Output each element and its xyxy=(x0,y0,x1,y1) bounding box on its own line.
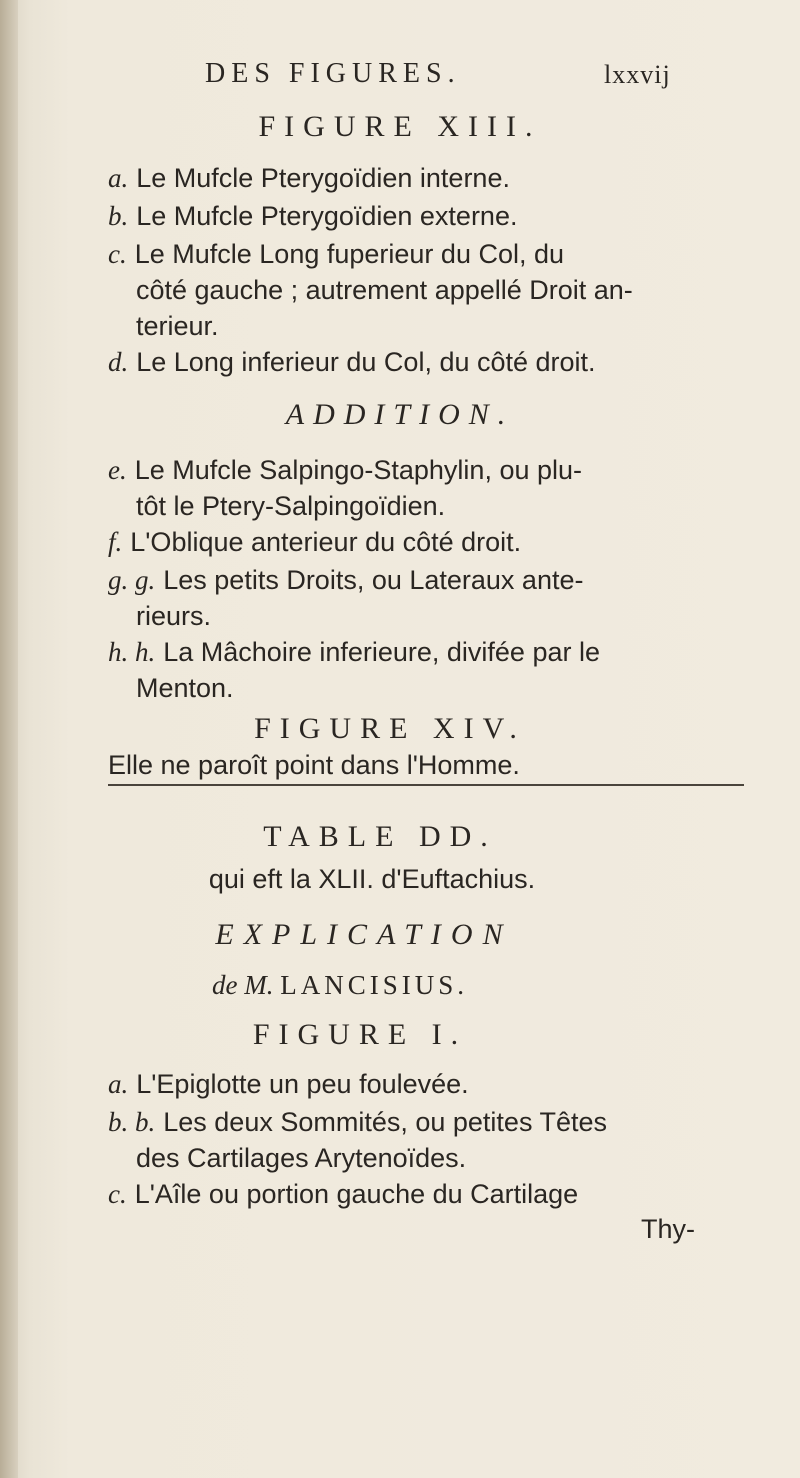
figure-1-heading: FIGURE I. xyxy=(252,1018,468,1051)
figure-13-heading: FIGURE XIII. xyxy=(258,110,542,143)
entry-label: b. xyxy=(108,201,129,231)
figure-14-text: Elle ne paroît point dans l'Homme. xyxy=(108,750,520,780)
figure-1-entry-b xyxy=(108,1104,738,1176)
entry-text: L'Epiglotte un peu foulevée. xyxy=(136,1069,469,1099)
addition-heading: ADDITION. xyxy=(285,398,515,431)
figure-1-entry-c xyxy=(108,1176,738,1212)
entry-text: La Mâchoire inferieure, divifée par le xyxy=(163,637,600,667)
entry-label: d. xyxy=(108,347,129,377)
entry-label: b. b. xyxy=(108,1107,156,1137)
entry-continuation: des Cartilages Arytenoïdes. xyxy=(136,1143,467,1173)
entry-continuation: rieurs. xyxy=(136,601,212,631)
entry-label: c. xyxy=(108,239,127,269)
entry-label: f. xyxy=(108,527,123,557)
figure-1-entry-a xyxy=(108,1066,738,1102)
author-name: LANCISIUS. xyxy=(280,970,468,1000)
entry-continuation: côté gauche ; autrement appellé Droit an- xyxy=(136,275,633,305)
section-divider xyxy=(108,784,744,786)
entry-continuation: terieur. xyxy=(136,311,219,341)
entry-text: Le Long inferieur du Col, du côté droit. xyxy=(136,347,596,377)
entry-text: Le Mufcle Pterygoïdien externe. xyxy=(136,201,518,231)
entry-label: e. xyxy=(108,455,127,485)
entry-label: h. h. xyxy=(108,637,156,667)
entry-label: g. g. xyxy=(108,565,156,595)
figure-13-entry-b xyxy=(108,198,738,234)
page-number: lxxvij xyxy=(604,60,671,89)
entry-text: L'Oblique anterieur du côté droit. xyxy=(130,527,522,557)
entry-text: Le Mufcle Long fuperieur du Col, du xyxy=(134,239,565,269)
running-head xyxy=(0,58,800,98)
entry-label: c. xyxy=(108,1179,127,1209)
addition-entry-f xyxy=(108,524,738,560)
author-line xyxy=(0,970,740,1001)
entry-label: a. xyxy=(108,163,129,193)
entry-continuation: Menton. xyxy=(136,673,234,703)
catchword: Thy- xyxy=(641,1214,695,1244)
entry-text: Le Mufcle Salpingo-Staphylin, ou plu- xyxy=(134,455,583,485)
table-subtitle: qui eft la XLII. d'Euftachius. xyxy=(208,864,536,894)
entry-text: Les petits Droits, ou Lateraux ante- xyxy=(163,565,584,595)
entry-text: Les deux Sommités, ou petites Têtes xyxy=(163,1107,607,1137)
entry-text: L'Aîle ou portion gauche du Cartilage xyxy=(134,1179,579,1209)
addition-entry-e xyxy=(108,452,738,524)
entry-text: Le Mufcle Pterygoïdien interne. xyxy=(136,163,510,193)
explication-heading: EXPLICATION xyxy=(215,918,513,951)
entry-label: a. xyxy=(108,1069,129,1099)
figure-14-heading: FIGURE XIV. xyxy=(254,712,526,745)
addition-entry-h xyxy=(108,634,738,706)
entry-continuation: tôt le Ptery-Salpingoïdien. xyxy=(136,491,446,521)
figure-13-entry-d xyxy=(108,344,738,380)
addition-entry-g xyxy=(108,562,738,634)
figure-13-entry-a xyxy=(108,160,738,196)
figure-13-entry-c xyxy=(108,236,738,344)
author-prefix: de M. xyxy=(212,970,274,1000)
running-head-title: DES FIGURES. xyxy=(205,58,461,89)
table-heading: TABLE DD. xyxy=(263,820,497,853)
